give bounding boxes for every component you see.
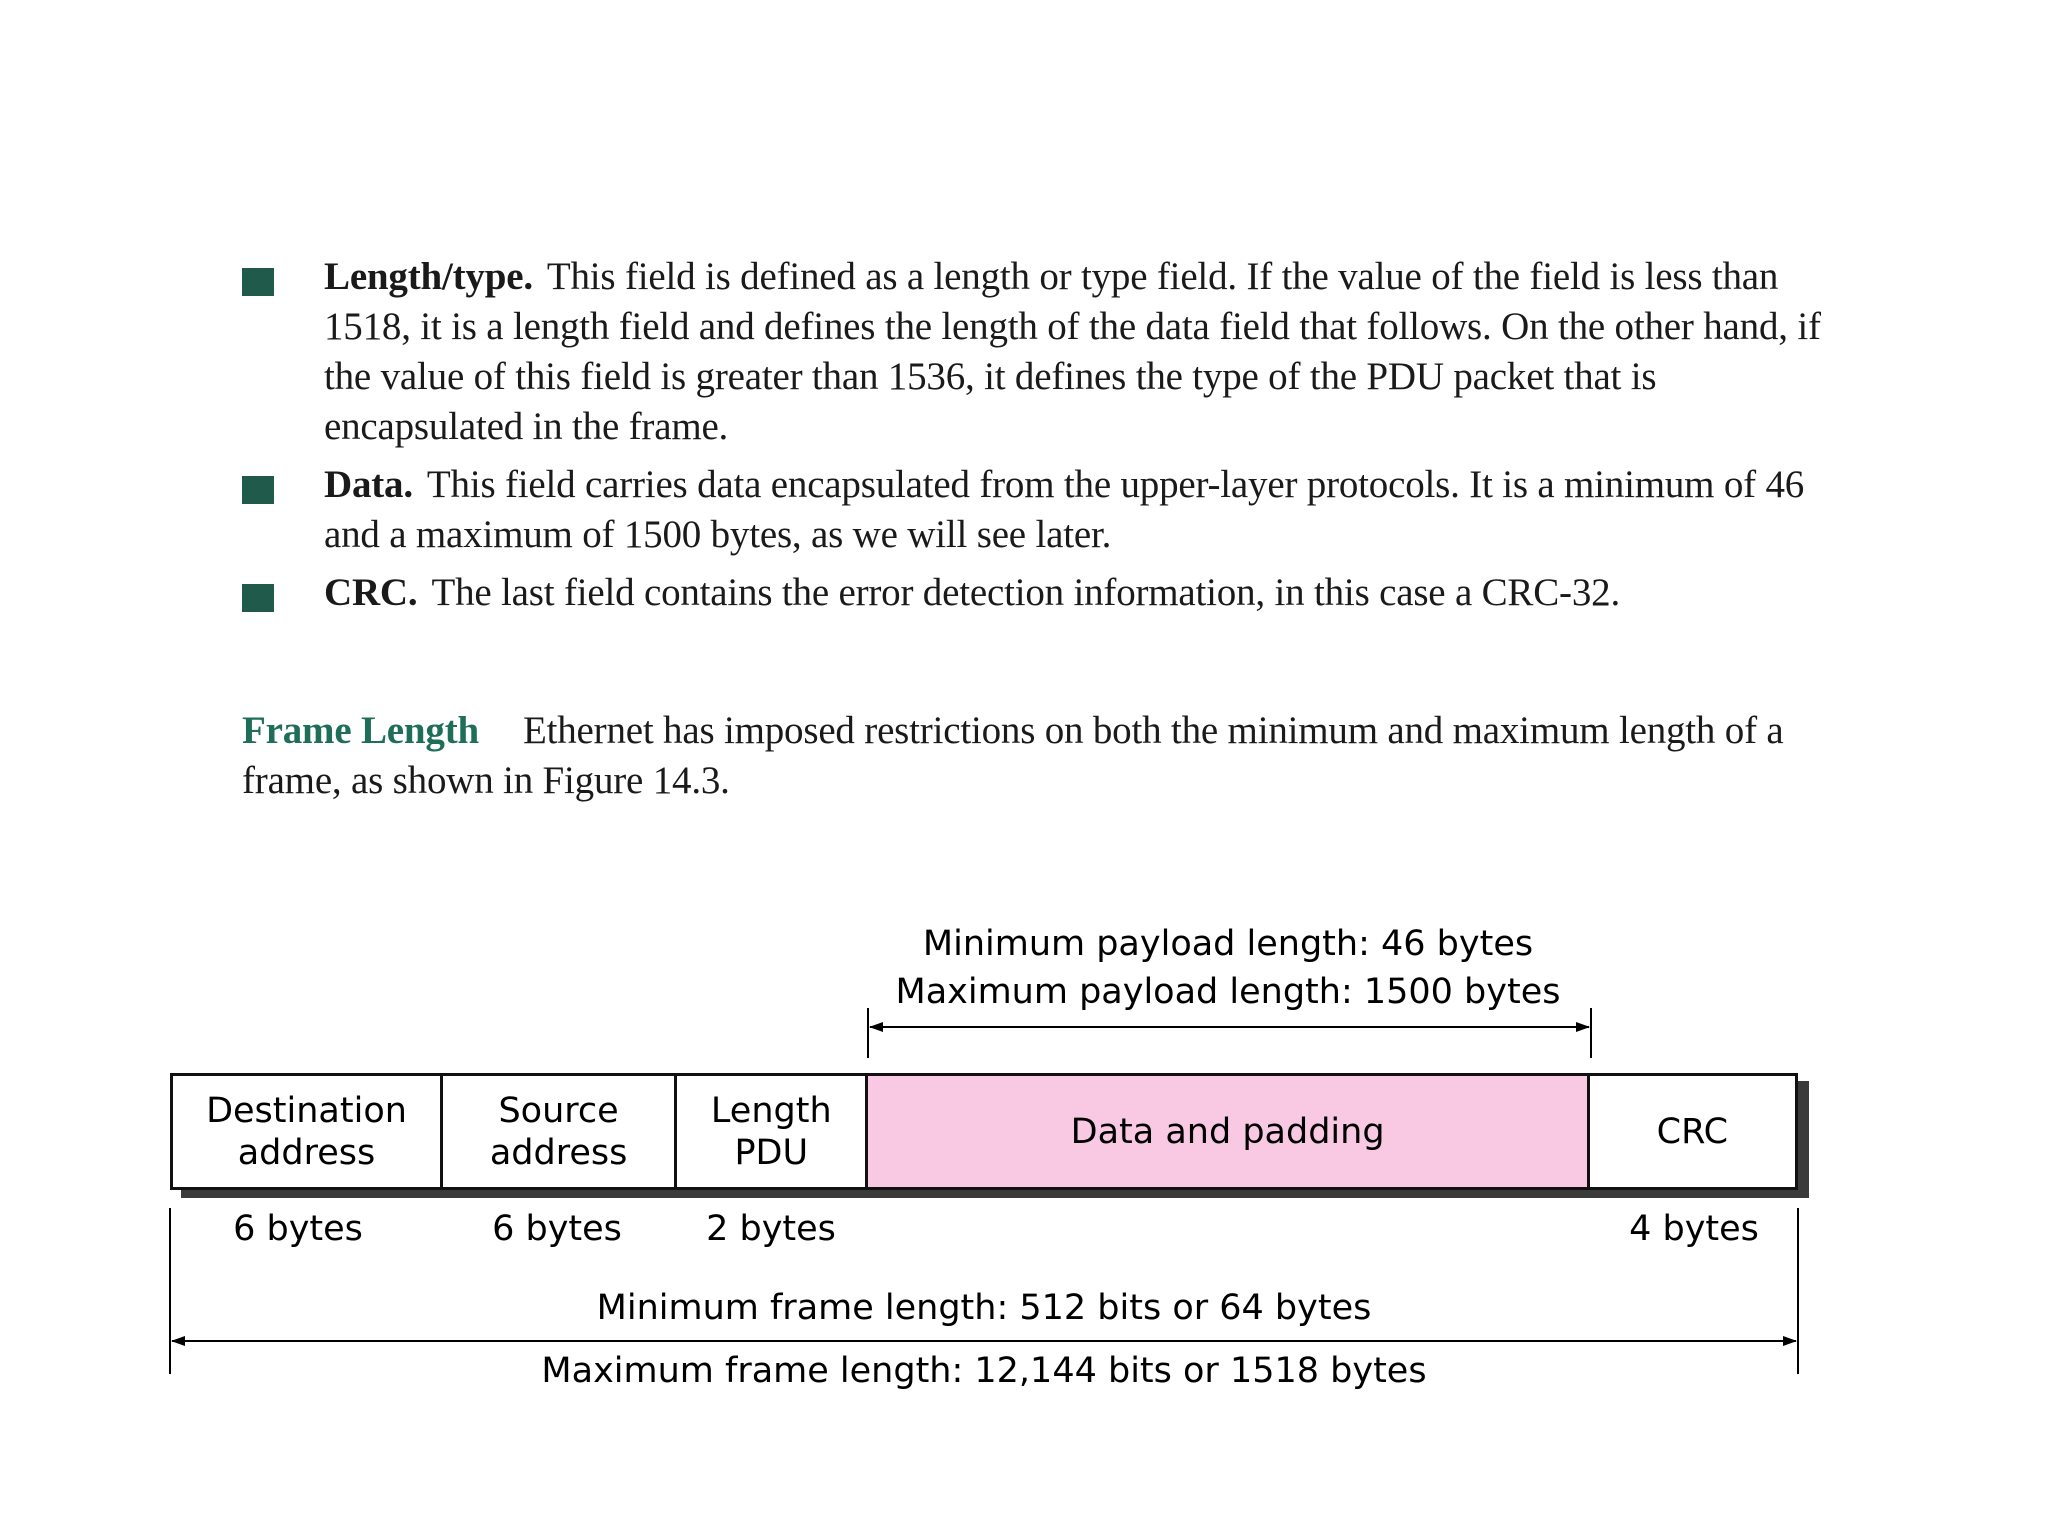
field-label-line1: CRC (1656, 1111, 1729, 1152)
field-source-address (443, 1076, 677, 1187)
section-heading: Frame Length (242, 709, 479, 752)
bullet-term: CRC. (324, 571, 418, 614)
field-label-line1: Length (710, 1090, 832, 1131)
size-label-length: 2 bytes (706, 1209, 836, 1249)
field-data-and-padding (868, 1076, 1589, 1187)
field-crc (1590, 1076, 1795, 1187)
bullet-text: The last field contains the error detection information, in this case a CRC-32. (431, 571, 1620, 614)
bullet-term: Data. (324, 463, 413, 506)
payload-min-label: Minimum payload length: 46 bytes (922, 924, 1534, 964)
field-label-line1: Destination (206, 1090, 407, 1131)
size-label-destination: 6 bytes (233, 1209, 363, 1249)
bullet-text: This field is defined as a length or type field. If the value of the field is less than 1518, it is a length field and defines the length of the data field that follows. On the other hand, if the value of this field is greater than 1536, it defines the type of the PDU packet that is encapsulated in the frame. (324, 255, 1821, 448)
frame-fields (170, 1073, 1798, 1190)
size-label-crc: 4 bytes (1629, 1209, 1759, 1249)
field-label-line2: PDU (734, 1132, 809, 1173)
bullet-text: This field carries data encapsulated from the upper-layer protocols. It is a minimum of 46 and a maximum of 1500 bytes, as we will see later. (324, 463, 1805, 556)
section-text: Ethernet has imposed restrictions on both the minimum and maximum length of a frame, as shown in Figure 14.3. (242, 709, 1784, 802)
field-label-line2: address (489, 1132, 628, 1173)
field-label-line1: Data and padding (1070, 1111, 1385, 1152)
payload-max-label: Maximum payload length: 1500 bytes (895, 972, 1561, 1012)
field-length-pdu (677, 1076, 868, 1187)
field-label-line2: address (237, 1132, 376, 1173)
size-label-source: 6 bytes (492, 1209, 622, 1249)
bullet-term: Length/type. (324, 255, 533, 298)
frame-max-label: Maximum frame length: 12,144 bits or 1518 bytes (541, 1351, 1427, 1391)
field-label-line1: Source (498, 1090, 619, 1131)
frame-min-label: Minimum frame length: 512 bits or 64 bytes (596, 1288, 1372, 1328)
field-destination-address (173, 1076, 443, 1187)
